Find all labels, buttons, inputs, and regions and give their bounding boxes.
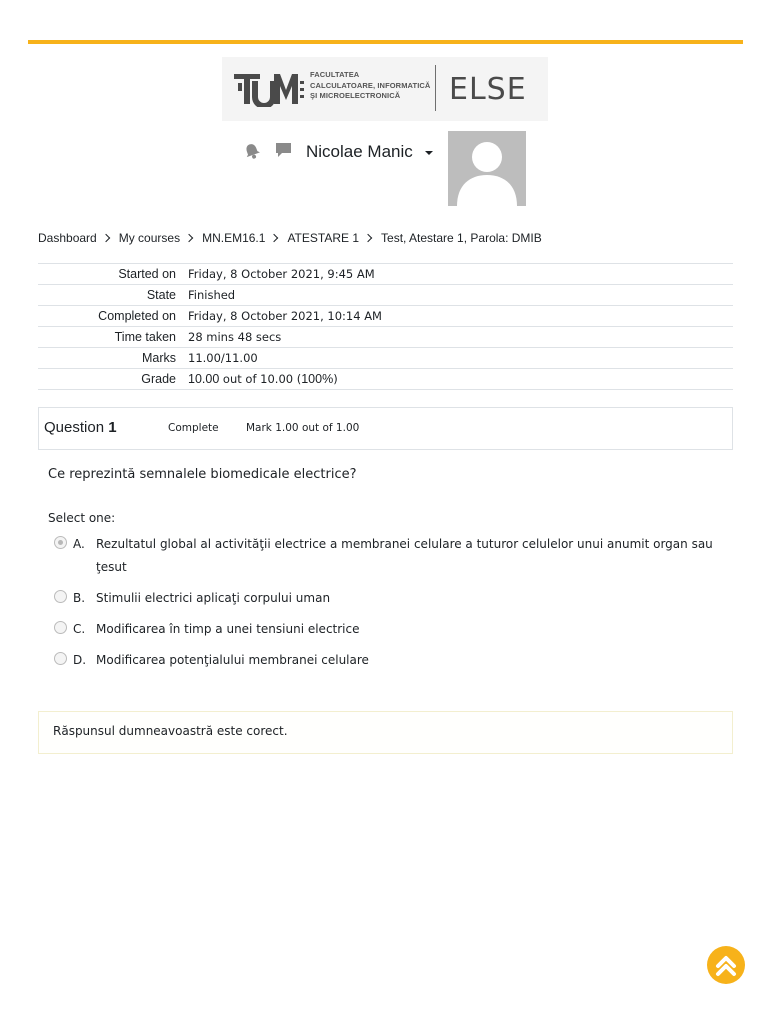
answer-option-a bbox=[54, 533, 724, 579]
grade-close: ) bbox=[333, 372, 338, 386]
breadcrumb-dashboard[interactable]: Dashboard bbox=[38, 231, 97, 245]
summary-row-marks bbox=[38, 348, 733, 369]
answer-option-b bbox=[54, 587, 724, 610]
completed-value: Friday, 8 October 2021, 10:14 AM bbox=[188, 309, 382, 323]
faculty-name: FACULTATEA CALCULATOARE, INFORMATICĂ ŞI MICROELECTRONICĂ bbox=[310, 70, 431, 100]
feedback-text: Răspunsul dumneavoastră este corect. bbox=[53, 724, 288, 738]
notification-bell-icon[interactable] bbox=[243, 143, 261, 159]
started-label: Started on bbox=[118, 267, 176, 281]
question-title bbox=[44, 419, 117, 436]
site-logo[interactable] bbox=[222, 57, 548, 121]
chevron-right-icon bbox=[270, 234, 278, 242]
time-taken-label: Time taken bbox=[114, 330, 176, 344]
grade-value bbox=[188, 372, 338, 386]
breadcrumb-quiz[interactable]: Test, Atestare 1, Parola: DMIB bbox=[381, 231, 542, 245]
back-to-top-icon bbox=[707, 946, 745, 984]
answer-letter-a: A. bbox=[73, 537, 85, 551]
breadcrumb bbox=[38, 231, 542, 245]
answer-list bbox=[54, 533, 724, 680]
summary-row-time bbox=[38, 327, 733, 348]
message-icon[interactable] bbox=[275, 142, 292, 158]
question-mark: Mark 1.00 out of 1.00 bbox=[246, 422, 360, 434]
answer-radio-d[interactable] bbox=[54, 652, 67, 665]
chevron-right-icon bbox=[364, 234, 372, 242]
summary-row-state bbox=[38, 285, 733, 306]
marks-value: 11.00/11.00 bbox=[188, 351, 258, 365]
answer-text-c: Modificarea în timp a unei tensiuni electrice bbox=[96, 622, 360, 636]
answer-letter-d: D. bbox=[73, 653, 87, 667]
chevron-down-icon[interactable] bbox=[425, 151, 433, 155]
question-text: Ce reprezintă semnalele biomedicale electrice? bbox=[48, 467, 357, 482]
user-avatar[interactable] bbox=[448, 131, 526, 206]
answer-radio-c[interactable] bbox=[54, 621, 67, 634]
back-to-top-button[interactable] bbox=[707, 946, 745, 984]
answer-prompt: Select one: bbox=[48, 511, 116, 525]
grade-label: Grade bbox=[141, 372, 176, 386]
time-taken-value: 28 mins 48 secs bbox=[188, 330, 282, 344]
utm-logo-icon bbox=[234, 69, 306, 107]
grade-out-of: out of 10.00 ( bbox=[219, 372, 302, 386]
summary-row-grade bbox=[38, 369, 733, 390]
breadcrumb-course[interactable]: MN.EM16.1 bbox=[202, 231, 266, 245]
breadcrumb-section[interactable]: ATESTARE 1 bbox=[287, 231, 360, 245]
answer-text-d: Modificarea potenţialului membranei celulare bbox=[96, 653, 369, 667]
breadcrumb-my-courses[interactable]: My courses bbox=[118, 231, 181, 245]
question-number: 1 bbox=[108, 419, 117, 436]
question-info bbox=[38, 407, 733, 450]
answer-text-a: Rezultatul global al activităţii electrice a membranei celulare a tuturor celulelor unui anumit organ sau ţesut bbox=[96, 537, 713, 574]
answer-letter-b: B. bbox=[73, 591, 86, 605]
chevron-right-icon bbox=[101, 234, 109, 242]
answer-option-d bbox=[54, 649, 724, 672]
user-menu-name[interactable]: Nicolae Manic bbox=[306, 142, 413, 161]
else-brand: ELSE bbox=[449, 72, 527, 107]
user-avatar-icon bbox=[448, 131, 526, 206]
answer-option-c bbox=[54, 618, 724, 641]
started-value: Friday, 8 October 2021, 9:45 AM bbox=[188, 267, 375, 281]
question-state: Complete bbox=[168, 422, 219, 434]
attempt-summary-table bbox=[38, 263, 733, 390]
chevron-right-icon bbox=[185, 234, 193, 242]
answer-letter-c: C. bbox=[73, 622, 86, 636]
top-accent-bar bbox=[28, 40, 743, 44]
answer-radio-a[interactable] bbox=[54, 536, 67, 549]
completed-label: Completed on bbox=[98, 309, 176, 323]
summary-row-completed bbox=[38, 306, 733, 327]
state-value: Finished bbox=[188, 288, 236, 302]
grade-score: 10.00 bbox=[188, 372, 220, 386]
answer-radio-b[interactable] bbox=[54, 590, 67, 603]
grade-percent: 100% bbox=[301, 372, 334, 386]
answer-text-b: Stimulii electrici aplicaţi corpului uman bbox=[96, 591, 331, 605]
logo-divider bbox=[435, 65, 436, 111]
question-prefix: Question bbox=[44, 419, 105, 436]
state-label: State bbox=[146, 288, 176, 302]
marks-label: Marks bbox=[141, 351, 176, 365]
answer-feedback bbox=[38, 711, 733, 754]
summary-row-started bbox=[38, 264, 733, 285]
